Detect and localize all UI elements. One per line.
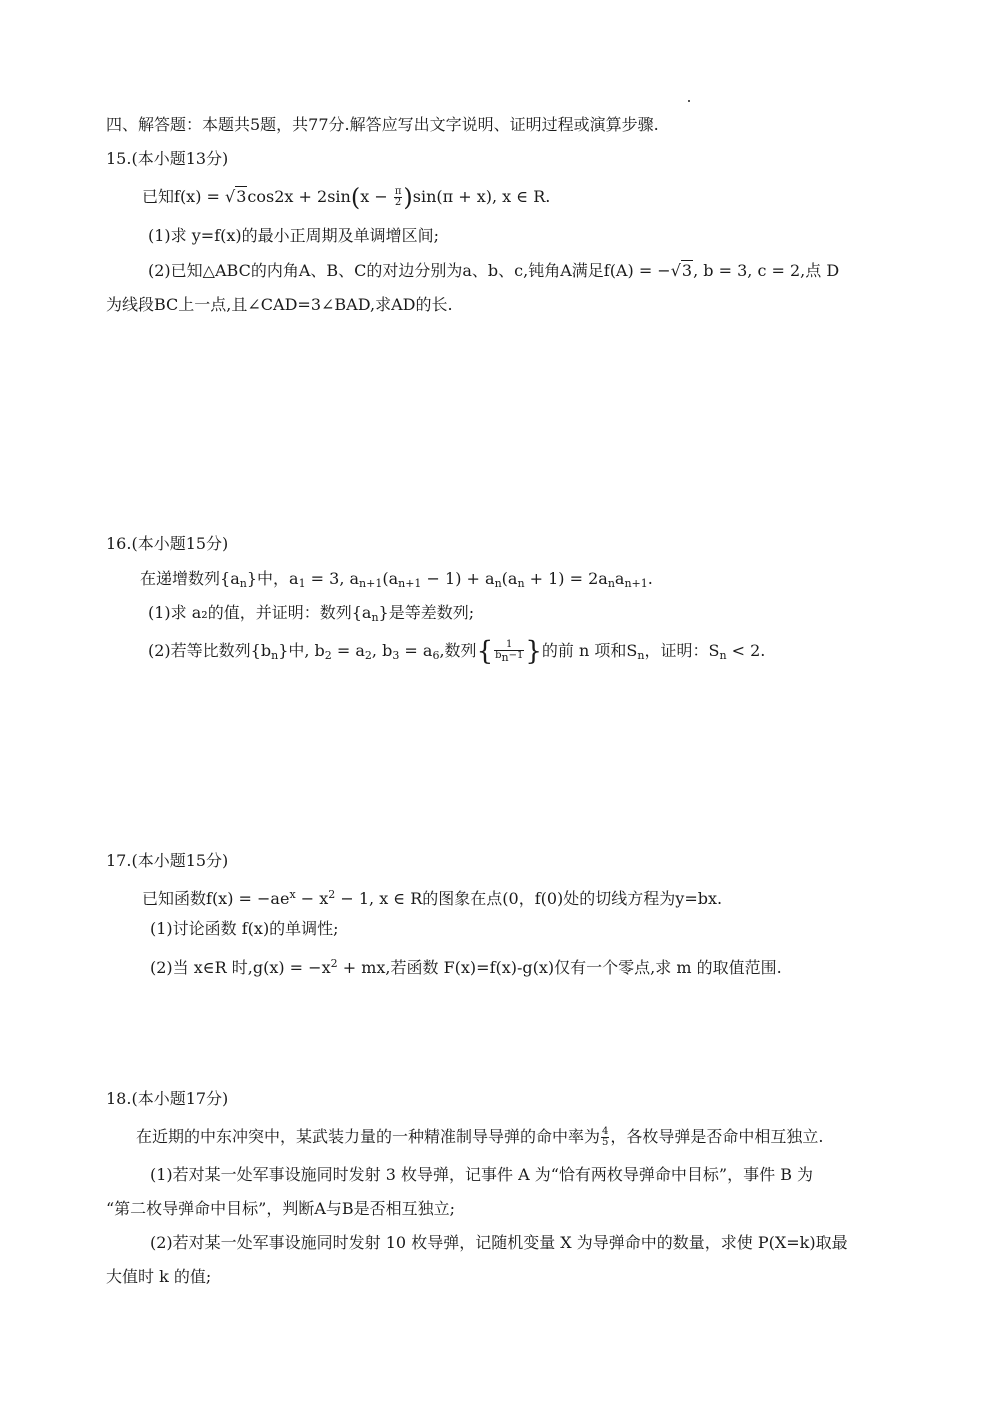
q15-heading: 15.(本小题13分) bbox=[106, 149, 229, 168]
q17-intro-prefix: 已知函数 bbox=[142, 889, 207, 908]
section-header: 四、解答题：本题共5题，共77分.解答应写出文字说明、证明过程或演算步骤. bbox=[106, 115, 659, 134]
q17-part1: (1)讨论函数 f(x)的单调性; bbox=[150, 919, 339, 938]
q18-part1-line1: (1)若对某一处军事设施同时发射 3 枚导弹，记事件 A 为“恰有两枚导弹命中目标”，事件 B 为 bbox=[150, 1165, 814, 1184]
q16-part2-prefix: (2)若等比数列 bbox=[148, 641, 251, 660]
q16-inequality: $S_n < 2$. bbox=[708, 641, 766, 662]
q18-part2-line1: (2)若对某一处军事设施同时发射 10 枚导弹，记随机变量 X 为导弹命中的数量，求使 P(X=k)取最 bbox=[150, 1233, 848, 1252]
q15-intro bbox=[142, 183, 551, 212]
q18-intro bbox=[136, 1126, 823, 1148]
q18-intro-prefix: 在近期的中东冲突中，某武装力量的一种精准制导导弹的命中率为 bbox=[136, 1127, 601, 1146]
q15-part2-condition: f(A) = −√3, b = 3, c = 2, bbox=[603, 261, 806, 280]
q17-part2-suffix: ,若函数 F(x)=f(x)-g(x)仅有一个零点,求 m 的取值范围. bbox=[385, 958, 782, 977]
q16-part2 bbox=[148, 636, 766, 667]
q16-sum-symbol: $S_n$ bbox=[626, 641, 645, 662]
q16-sequence-symbol: $\{a_n\}$ bbox=[351, 603, 389, 624]
q16-intro bbox=[140, 568, 653, 595]
q16-heading: 16.(本小题15分) bbox=[106, 534, 229, 553]
q17-part2-prefix: (2)当 x∈R 时, bbox=[150, 958, 253, 977]
q18-heading: 18.(本小题17分) bbox=[106, 1089, 229, 1108]
q15-intro-prefix: 已知 bbox=[142, 187, 175, 206]
q15-part2-continuation: 为线段BC上一点,且∠CAD=3∠BAD,求AD的长. bbox=[106, 295, 453, 314]
q16-part2-prove: ，证明： bbox=[644, 641, 709, 660]
q18-part1-line2: “第二枚导弹命中目标”，判断A与B是否相互独立; bbox=[106, 1199, 456, 1218]
q17-heading: 17.(本小题15分) bbox=[106, 851, 229, 870]
q17-intro bbox=[142, 884, 722, 910]
q16-recurrence-formula: $\{a_n\}$中，$a_1 = 3$, $a_{n+1}(a_{n+1} - 1) + a_n(a_n + 1) = 2a_na_{n+1}$. bbox=[220, 569, 653, 590]
q17-intro-suffix: 的图象在点(0，f(0)处的切线方程为y=bx. bbox=[422, 889, 723, 908]
q15-part2: (2)已知△ABC的内角A、B、C的对边分别为a、b、c,钝角A满足f(A) = −√3, b = 3, c = 2,点 D bbox=[148, 261, 840, 280]
q18-intro-suffix: ，各枚导弹是否命中相互独立. bbox=[610, 1127, 824, 1146]
q15-part2-prefix: (2)已知△ABC的内角A、B、C的对边分别为a、b、c,钝角A满足 bbox=[148, 261, 604, 280]
q17-g-formula: $g(x) = -x^2$ + mx bbox=[252, 957, 386, 977]
q18-hit-rate-fraction: $\frac{4}{5}$ bbox=[602, 1126, 609, 1148]
q15-part1: (1)求 y=f(x)的最小正周期及单调增区间; bbox=[148, 226, 440, 245]
q16-part1 bbox=[148, 602, 474, 629]
q18-part2-line2: 大值时 k 的值; bbox=[106, 1267, 212, 1286]
q16-part1-suffix: 是等差数列; bbox=[388, 603, 475, 622]
q16-part2-mid: 的前 n 项和 bbox=[541, 641, 627, 660]
q17-part2 bbox=[150, 953, 782, 979]
q16-intro-prefix: 在递增数列 bbox=[140, 569, 221, 588]
q16-part2-formula: $\{b_n\}$中, $b_2 = a_2$, $b_3 = a_6$,数列{ $\frac{1}{b_n-1}$ } bbox=[250, 636, 542, 667]
q17-function-formula: $f(x) = -ae^x - x^2 - 1$, x ∈ R bbox=[206, 888, 423, 908]
q15-function-formula: f(x) = √3cos2x + 2sin(x − $\frac{\pi}{2}$ )sin(π + x), x ∈ R. bbox=[174, 183, 551, 212]
q16-part1-prefix: (1)求 a₂的值，并证明：数列 bbox=[148, 603, 352, 622]
stray-dot-mark bbox=[688, 100, 690, 102]
